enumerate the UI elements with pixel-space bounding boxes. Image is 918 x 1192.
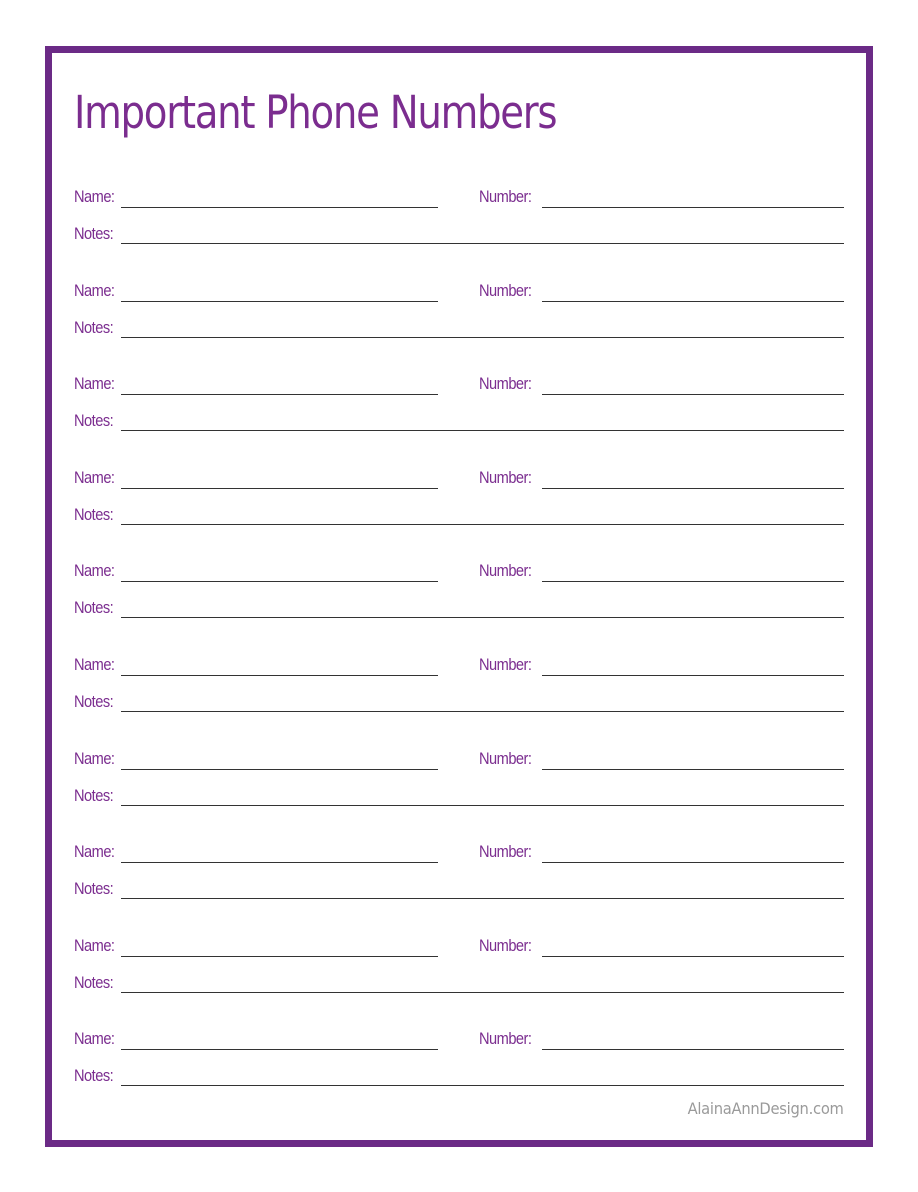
- number-label: Number:: [479, 187, 532, 206]
- notes-label: Notes:: [74, 224, 114, 243]
- phone-entry: [74, 935, 844, 1005]
- phone-entry: [74, 560, 844, 630]
- page-title: Important Phone Numbers: [74, 86, 557, 139]
- phone-entry: [74, 373, 844, 443]
- phone-entry: [74, 186, 844, 256]
- number-label: Number:: [479, 842, 532, 862]
- notes-label: Notes:: [74, 1066, 114, 1086]
- notes-field[interactable]: [121, 430, 844, 431]
- notes-label: Notes:: [74, 879, 114, 899]
- name-field[interactable]: [121, 581, 438, 582]
- notes-field[interactable]: [121, 1085, 844, 1086]
- name-field[interactable]: [121, 956, 438, 957]
- number-field[interactable]: [542, 394, 844, 395]
- phone-entry: [74, 654, 844, 724]
- notes-label: Notes:: [74, 972, 114, 992]
- notes-field[interactable]: [121, 711, 844, 712]
- notes-label: Notes:: [74, 504, 114, 524]
- number-label: Number:: [479, 1029, 532, 1049]
- number-field[interactable]: [542, 301, 844, 302]
- notes-field[interactable]: [121, 898, 844, 899]
- name-label: Name:: [74, 748, 115, 768]
- notes-field[interactable]: [121, 243, 844, 244]
- number-label: Number:: [479, 374, 532, 394]
- number-field[interactable]: [542, 207, 844, 208]
- number-field[interactable]: [542, 1049, 844, 1050]
- name-label: Name:: [74, 280, 115, 300]
- name-label: Name:: [74, 655, 115, 674]
- phone-entry: [74, 748, 844, 818]
- notes-label: Notes:: [74, 785, 114, 805]
- name-label: Name:: [74, 842, 115, 862]
- number-field[interactable]: [542, 581, 844, 582]
- number-field[interactable]: [542, 675, 844, 676]
- name-field[interactable]: [121, 488, 438, 489]
- notes-field[interactable]: [121, 805, 844, 806]
- number-field[interactable]: [542, 488, 844, 489]
- number-field[interactable]: [542, 769, 844, 770]
- phone-entry: [74, 841, 844, 911]
- number-label: Number:: [479, 935, 532, 955]
- name-field[interactable]: [121, 394, 438, 395]
- notes-field[interactable]: [121, 617, 844, 618]
- name-label: Name:: [74, 1029, 115, 1049]
- number-field[interactable]: [542, 956, 844, 957]
- name-label: Name:: [74, 187, 115, 206]
- name-label: Name:: [74, 467, 115, 487]
- notes-label: Notes:: [74, 317, 114, 337]
- notes-label: Notes:: [74, 692, 114, 711]
- name-field[interactable]: [121, 301, 438, 302]
- site-credit: AlainaAnnDesign.com: [687, 1099, 844, 1118]
- notes-field[interactable]: [121, 524, 844, 525]
- phone-entry: [74, 1028, 844, 1098]
- name-field[interactable]: [121, 207, 438, 208]
- number-label: Number:: [479, 280, 532, 300]
- number-label: Number:: [479, 467, 532, 487]
- name-field[interactable]: [121, 1049, 438, 1050]
- name-field[interactable]: [121, 862, 438, 863]
- notes-field[interactable]: [121, 992, 844, 993]
- notes-field[interactable]: [121, 337, 844, 338]
- notes-label: Notes:: [74, 411, 114, 431]
- name-label: Name:: [74, 561, 115, 581]
- name-field[interactable]: [121, 769, 438, 770]
- phone-entry: [74, 280, 844, 350]
- name-label: Name:: [74, 935, 115, 955]
- name-field[interactable]: [121, 675, 438, 676]
- number-label: Number:: [479, 561, 532, 581]
- notes-label: Notes:: [74, 598, 114, 618]
- name-label: Name:: [74, 374, 115, 394]
- number-label: Number:: [479, 655, 532, 674]
- number-label: Number:: [479, 748, 532, 768]
- number-field[interactable]: [542, 862, 844, 863]
- phone-entry: [74, 467, 844, 537]
